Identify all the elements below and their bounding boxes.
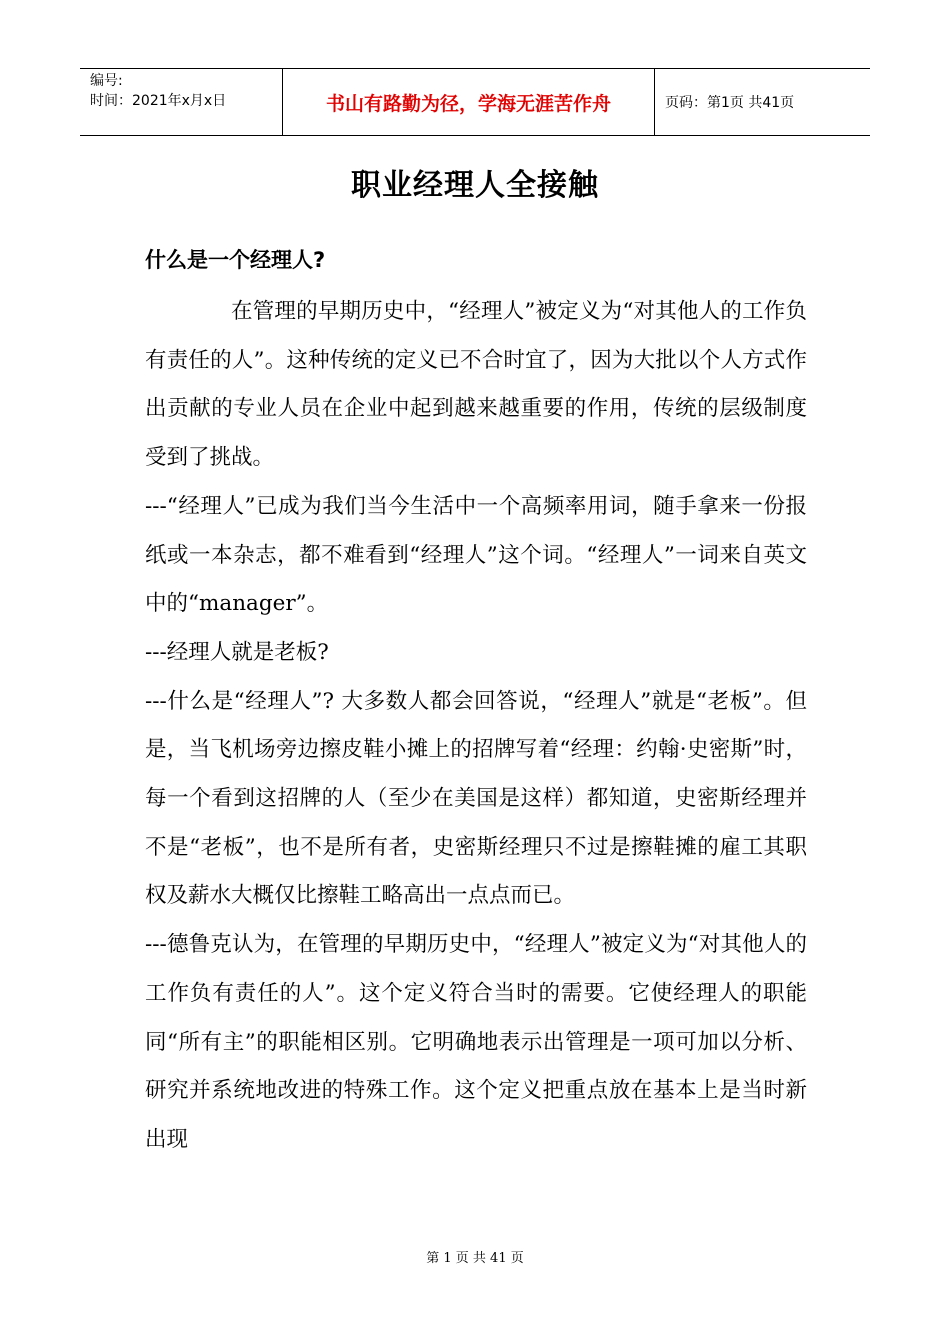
body-paragraph: ---“经理人”已成为我们当今生活中一个高频率用词，随手拿来一份报纸或一本杂志，都不难看到“经理人”这个词。“经理人”一词来自英文中的“manager”。 [145,493,808,617]
body-paragraph: ---什么是“经理人”? 大多数人都会回答说，“经理人”就是“老板”。但是，当飞机场旁边擦皮鞋小摊上的招牌写着“经理：约翰·史密斯”时，每一个看到这招牌的人（至少在美国是这样）都知道，史密斯经理并不是“老板”，也不是所有者，史密斯经理只不过是擦鞋摊的雇工其职权及薪水大概仅比擦鞋工略高出一点点而已。 [145,688,807,909]
document-body [145,288,807,1165]
document-title: 职业经理人全接触 [351,168,599,203]
header-motto: 书山有路勤为径，学海无涯苦作舟 [325,92,611,115]
body-paragraph: 在管理的早期历史中，“经理人”被定义为“对其他人的工作负有责任的人”。这种传统的定义已不合时宜了，因为大批以个人方式作出贡献的专业人员在企业中起到越来越重要的作用，传统的层级制度受到了挑战。 [145,299,807,471]
header-motto-cell [283,69,655,135]
header-table [80,68,870,136]
page-footer: 第 1 页 共 41 页 [426,1251,524,1266]
document-time-label: 时间：2021年x月x日 [90,93,227,109]
header-page-info: 页码：第1页 共41页 [665,95,795,111]
header-meta-cell [80,69,283,135]
body-paragraph: ---德鲁克认为，在管理的早期历史中，“经理人”被定义为“对其他人的工作负有责任的人”。这个定义符合当时的需要。它使经理人的职能同“所有主”的职能相区别。它明确地表示出管理是一项可加以分析、研究并系统地改进的特殊工作。这个定义把重点放在基本上是当时新出现 [145,932,807,1152]
body-paragraph: ---经理人就是老板? [145,639,329,665]
document-number-label: 编号: [90,73,123,89]
section-heading: 什么是一个经理人? [145,248,326,272]
header-page-cell [655,69,870,135]
